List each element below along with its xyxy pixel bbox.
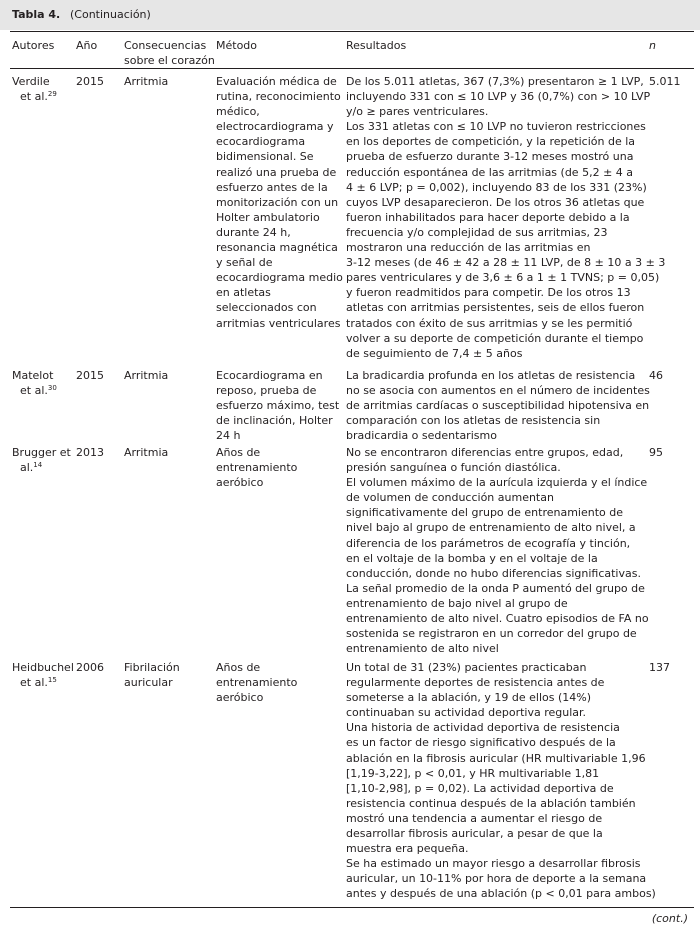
method-line: bidimensional. Se (216, 150, 314, 164)
col-header-consequences-line: Consecuencias (124, 39, 207, 52)
method-line: ecocardiograma (216, 135, 306, 149)
result-line: desarrollar fibrosis auricular, a pesar de que la (346, 827, 603, 841)
result-line: significativamente del grupo de entrenamiento de (346, 506, 624, 520)
row-brugger-authors (12, 445, 71, 475)
method-line: en atletas (216, 286, 271, 300)
result-line: pares ventriculares y de 3,6 ± 6 a 1 ± 1 TVNS; p = 0,05) (346, 271, 660, 285)
result-line: resistencia continua después de la ablación también (346, 796, 636, 810)
result-line: El volumen máximo de la aurícula izquierda y el índice (346, 476, 648, 490)
row-verdile-results (346, 74, 665, 361)
result-line: incluyendo 331 con ≤ 10 LVP y 36 (0,7%) con > 10 LVP (346, 90, 651, 104)
table-caption (0, 0, 700, 30)
author-line: et al. (20, 90, 48, 104)
method-line: ecocardiograma medio (216, 271, 343, 285)
result-line: fueron inhabilitados para hacer deporte debido a la (346, 210, 630, 224)
row-heidbuchel-year: 2006 (76, 661, 104, 674)
method-line: reposo, prueba de (216, 384, 317, 398)
author-line: Matelot (12, 369, 54, 382)
method-line: seleccionados con (216, 301, 317, 315)
result-line: Una historia de actividad deportiva de resistencia (346, 721, 620, 735)
row-matelot-results (346, 368, 650, 443)
result-line: comparación con los atletas de resistencia sin (346, 414, 601, 428)
result-line: 3-12 meses (de 46 ± 42 a 28 ± 11 LVP, de 8 ± 10 a 3 ± 3 (346, 256, 666, 270)
author-reference: 30 (47, 384, 57, 393)
result-line: No se encontraron diferencias entre grupos, edad, (346, 446, 624, 459)
result-line: es un factor de riesgo significativo después de la (346, 736, 616, 750)
method-line: Años de (216, 446, 261, 459)
consequence-line: Arritmia (124, 75, 169, 88)
result-line: de volumen de conducción aumentan (346, 491, 554, 505)
header-top-rule (10, 31, 694, 32)
result-line: La bradicardia profunda en los atletas de resistencia (346, 369, 636, 382)
result-line: de seguimiento de 7,4 ± 5 años (346, 346, 523, 360)
method-line: esfuerzo máximo, test (216, 399, 340, 413)
result-line: 4 ± 6 LVP; p = 0,002), incluyendo 83 de los 331 (23%) (346, 180, 647, 194)
header-bottom-rule (10, 68, 694, 69)
row-heidbuchel-n: 137 (649, 661, 670, 674)
result-line: someterse a la ablación, y 19 de ellos (14%) (346, 691, 592, 705)
author-line: Brugger et (12, 446, 71, 459)
row-brugger-year: 2013 (76, 446, 104, 459)
result-line: atletas con arritmias persistentes, seis de ellos fueron (346, 301, 645, 315)
result-line: frecuencia y/o complejidad de sus arritmias, 23 (346, 225, 608, 239)
result-line: sostenida se registraron en un corredor del grupo de (346, 627, 637, 641)
result-line: bradicardia o sedentarismo (346, 429, 497, 443)
result-line: [1,10-2,98], p = 0,02). La actividad deportiva de (346, 781, 614, 795)
row-heidbuchel-method (216, 660, 297, 705)
result-line: de arritmias cardíacas o susceptibilidad hipotensiva en (346, 399, 650, 413)
method-line: de inclinación, Holter (216, 414, 333, 428)
result-line: De los 5.011 atletas, 367 (7,3%) presentaron ≥ 1 LVP, (346, 75, 644, 88)
result-line: no se asocia con aumentos en el número de incidentes (346, 384, 650, 398)
result-line: mostró una tendencia a aumentar el riesgo de (346, 811, 603, 825)
result-line: entrenamiento de bajo nivel al grupo de (346, 596, 568, 610)
method-line: arritmias ventriculares (216, 316, 341, 330)
method-line: realizó una prueba de (216, 165, 337, 179)
result-line: en los deportes de competición, y la repetición de la (346, 135, 636, 149)
result-line: regularmente deportes de resistencia antes de (346, 676, 605, 690)
row-brugger-n: 95 (649, 446, 663, 459)
result-line: conducción, donde no hubo diferencias significativas. (346, 566, 641, 580)
row-matelot-n: 46 (649, 369, 663, 382)
col-header-year: Año (76, 39, 98, 52)
table-continued-note: (Continuación) (70, 8, 151, 21)
result-line: [1,19-3,22], p < 0,01, y HR multivariable 1,81 (346, 766, 600, 780)
col-header-authors: Autores (12, 39, 55, 52)
author-reference: 14 (33, 461, 43, 470)
result-line: y fueron readmitidos para competir. De los otros 13 (346, 286, 631, 300)
row-matelot-method (216, 368, 339, 443)
result-line: auricular, un 10-11% por hora de deporte a la semana (346, 872, 647, 886)
method-line: electrocardiograma y (216, 120, 334, 134)
author-line: al. (20, 461, 34, 475)
method-line: resonancia magnética (216, 241, 338, 255)
method-line: entrenamiento (216, 461, 298, 475)
method-line: durante 24 h, (216, 225, 291, 239)
row-brugger-method (216, 445, 297, 490)
result-line: prueba de esfuerzo durante 3-12 meses mostró una (346, 150, 634, 164)
result-line: presión sanguínea o función diastólica. (346, 461, 561, 475)
author-line: et al. (20, 676, 48, 690)
result-line: en el voltaje de la bomba y en el voltaje de la (346, 551, 598, 565)
result-line: diferencia de los parámetros de ecografía y tinción, (346, 536, 631, 550)
method-line: Holter ambulatorio (216, 210, 320, 224)
result-line: cuyos LVP desaparecieron. De los otros 36 atletas que (346, 195, 645, 209)
row-matelot-year: 2015 (76, 369, 104, 382)
result-line: tratados con éxito de sus arritmias y se les permitió (346, 316, 633, 330)
method-line: y señal de (216, 256, 273, 270)
result-line: Los 331 atletas con ≤ 10 LVP no tuvieron restricciones (346, 120, 646, 134)
result-line: muestra era pequeña. (346, 842, 469, 856)
row-verdile-consequence (124, 74, 168, 89)
row-matelot-consequence (124, 368, 168, 383)
result-line: nivel bajo al grupo de entrenamiento de alto nivel, a (346, 521, 636, 535)
method-line: entrenamiento (216, 676, 298, 690)
method-line: Evaluación médica de (216, 75, 337, 88)
consequence-line: Fibrilación (124, 661, 180, 674)
author-line: Heidbuchel (12, 661, 74, 674)
method-line: Años de (216, 661, 261, 674)
col-header-consequences (124, 38, 215, 68)
row-verdile-authors (12, 74, 57, 104)
result-line: entrenamiento de alto nivel. Cuatro episodios de FA no (346, 612, 649, 626)
row-verdile-method (216, 74, 343, 331)
row-brugger-results (346, 445, 649, 656)
consequence-line: auricular (124, 676, 173, 690)
result-line: mostraron una reducción de las arritmias en (346, 241, 591, 255)
row-heidbuchel-consequence (124, 660, 180, 690)
method-line: médico, (216, 105, 260, 119)
result-line: volver a su deporte de competición durante el tiempo (346, 331, 644, 345)
row-verdile-n: 5.011 (649, 75, 681, 88)
author-line: Verdile (12, 75, 50, 88)
result-line: y/o ≥ pares ventriculares. (346, 105, 489, 119)
row-brugger-consequence (124, 445, 168, 460)
author-reference: 15 (47, 676, 57, 685)
method-line: 24 h (216, 429, 241, 443)
method-line: Ecocardiograma en (216, 369, 323, 382)
result-line: La señal promedio de la onda P aumentó del grupo de (346, 581, 645, 595)
result-line: continuaban su actividad deportiva regular. (346, 706, 587, 720)
table-bottom-rule (10, 907, 694, 908)
continued-footer: (cont.) (651, 912, 688, 925)
author-line: et al. (20, 384, 48, 398)
result-line: entrenamiento de alto nivel (346, 642, 499, 656)
col-header-results: Resultados (346, 39, 407, 52)
result-line: antes y después de una ablación (p < 0,01 para ambos) (346, 887, 656, 901)
row-heidbuchel-authors (12, 660, 74, 690)
consequence-line: Arritmia (124, 369, 169, 382)
result-line: ablación en la fibrosis auricular (HR multivariable 1,96 (346, 751, 646, 765)
result-line: Se ha estimado un mayor riesgo a desarrollar fibrosis (346, 857, 641, 871)
author-reference: 29 (47, 90, 57, 99)
col-header-consequences-line: sobre el corazón (124, 54, 215, 68)
row-heidbuchel-results (346, 660, 656, 902)
result-line: reducción espontánea de las arritmias (de 5,2 ± 4 a (346, 165, 634, 179)
col-header-n: n (649, 39, 656, 52)
result-line: Un total de 31 (23%) pacientes practicaban (346, 661, 587, 674)
consequence-line: Arritmia (124, 446, 169, 459)
method-line: rutina, reconocimiento (216, 90, 341, 104)
method-line: aeróbico (216, 476, 264, 490)
col-header-method: Método (216, 39, 258, 52)
method-line: esfuerzo antes de la (216, 180, 328, 194)
table-label: Tabla 4. (12, 8, 61, 21)
method-line: aeróbico (216, 691, 264, 705)
row-verdile-year: 2015 (76, 75, 104, 88)
row-matelot-authors (12, 368, 57, 398)
method-line: monitorización con un (216, 195, 339, 209)
